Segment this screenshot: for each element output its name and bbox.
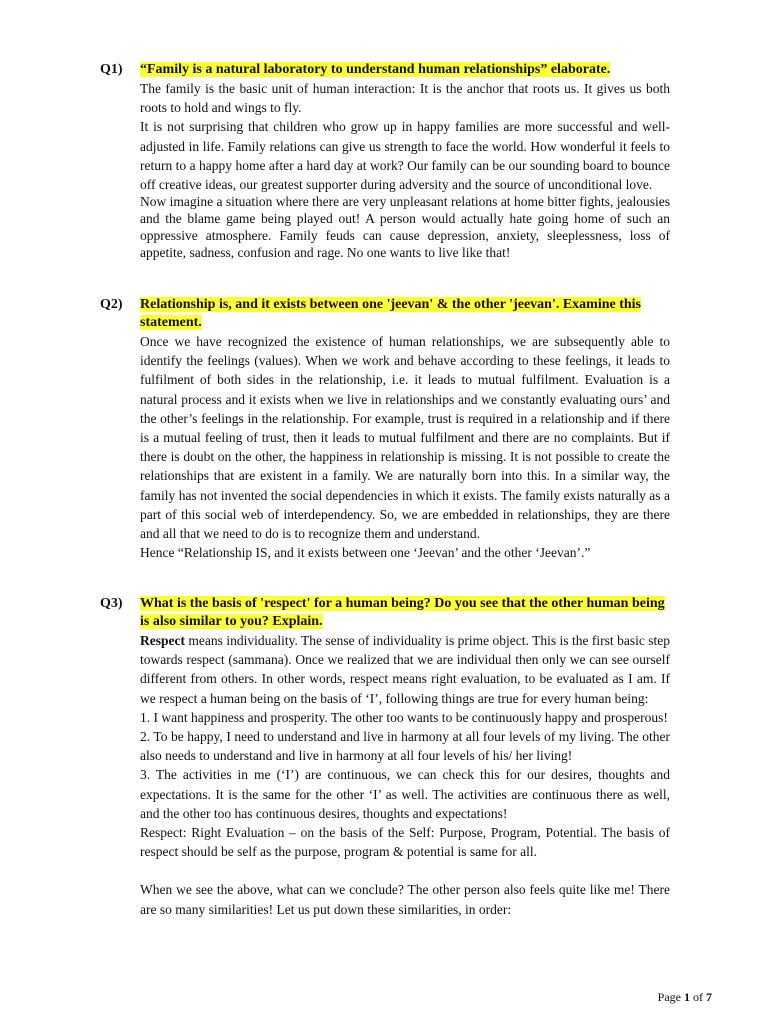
question-3 [102,595,670,919]
question-title [140,61,670,79]
highlighted-question-text: “Family is a natural laboratory to understand human relationships” elaborate. [140,62,611,77]
question-2 [102,296,670,562]
paragraph: It is not surprising that children who grow up in happy families are more successful and well-adjusted in life. Family relations can give us strength to face the world. How wonderful it feels to return to a happy home after a hard day at work? Our family can be our sounding board to bounce off creative ideas, our greatest supporter during adversity and the source of unconditional love. [140,119,670,193]
page-label: Page [657,990,684,1004]
paragraph: Respect: Right Evaluation – on the basis of the Self: Purpose, Program, Potential. The basis of respect should be self as the purpose, program & potential is same for all. [140,825,670,860]
paragraph-text: means individuality. The sense of individuality is prime object. This is the first basic step towards respect (sammana). Once we realized that we are individual then only we can see ourself different from others. In other words, respect means right evaluation, to be evaluated as I am. If we respect a human being on the basis of ‘I’, following things are true for every human being: [140,633,670,706]
paragraph: Now imagine a situation where there are very unpleasant relations at home bitter fights, jealousies and the blame game being played out! A person would actually hate going home of such an oppressive atmosphere. Family feuds can cause depression, anxiety, sleeplessness, loss of appetite, sadness, confusion and rage. No one wants to live like that! [140,194,670,260]
page-number [658,990,712,1005]
answer-body [140,61,670,261]
paragraph: The family is the basic unit of human interaction: It is the anchor that roots us. It gives us both roots to hold and wings to fly. [140,81,670,116]
paragraph: Hence “Relationship IS, and it exists between one ‘Jeevan’ and the other ‘Jeevan’.” [140,545,591,561]
page-total: 7 [706,990,712,1004]
page-of: of [690,990,706,1004]
question-1 [102,61,670,261]
question-number: Q3) [100,596,123,611]
highlighted-question-text: Relationship is, and it exists between one 'jeevan' & the other 'jeevan'. Examine this statement. [140,297,642,330]
list-item: 3. The activities in me (‘I’) are continuous, we can check this for our desires, thoughts and expectations. It is the same for the other ‘I’ as well. The activities are continuous there as well, and the other too has continuous desires, thoughts and expectations! [140,767,670,821]
answer-body [140,595,670,919]
list-item: 1. I want happiness and prosperity. The other too wants to be continuously happy and prosperous! [140,709,668,725]
bold-term: Respect [140,633,185,648]
highlighted-question-text: What is the basis of 'respect' for a human being? Do you see that the other human being is also similar to you? Explain. [140,596,665,629]
paragraph: Once we have recognized the existence of human relationships, we are subsequently able to identify the feelings (values). When we work and behave according to these feelings, it leads to fulfilment of both sides in the relationship, i.e. it leads to mutual fulfilment. Evaluation is a natural process and it exists when we live in relationships and we constantly evaluating ours’ and the other’s feelings in the relationship. For example, trust is required in a relationship and if there is a mutual feeling of trust, then it leads to mutual fulfilment and there are no complaints. But if there is doubt on the other, the happiness in relationship is missing. It is not possible to create the relationships that are existent in a family. We are naturally born into this. In a similar way, the family has not invented the social dependencies in which it exists. The family exists naturally as a part of this social web of interdependency. So, we are embedded in relationships, they are there and all that we need to do is to recognize them and understand. [140,334,670,542]
question-number: Q1) [100,62,123,77]
paragraph: When we see the above, what can we conclude? The other person also feels quite like me! There are so many similarities! Let us put down these similarities, in order: [140,882,670,917]
answer-body [140,296,670,562]
question-title [140,595,670,631]
question-title [140,296,670,332]
question-number: Q2) [100,297,123,312]
paragraph [140,631,670,708]
list-item: 2. To be happy, I need to understand and live in harmony at all four levels of my living. The other also needs to understand and live in harmony at all four levels of his/ her living! [140,729,670,764]
blank-line [140,861,670,880]
page-current: 1 [684,990,690,1004]
